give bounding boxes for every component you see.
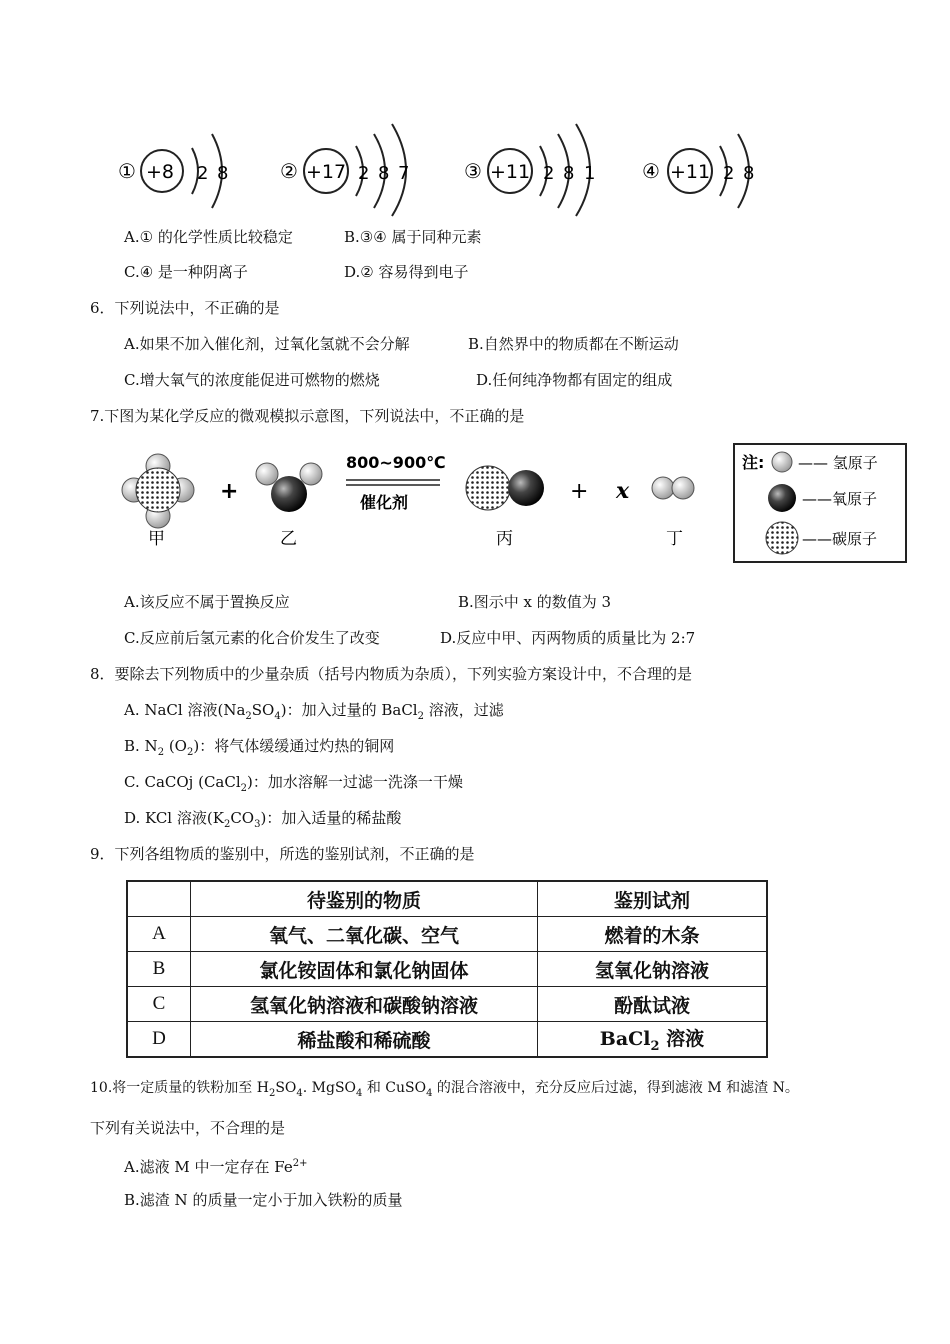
table-header-cell: 鉴别试剂: [538, 881, 768, 917]
shell-electrons: 1: [584, 163, 596, 184]
atom-structure-figure: [100, 118, 780, 218]
q6-stem: 6．下列说法中，不正确的是: [90, 299, 280, 317]
table-cell-key: D: [127, 1022, 191, 1058]
q5-option-d: D.② 容易得到电子: [344, 263, 469, 281]
legend-hydrogen: —— 氢原子: [798, 454, 878, 472]
atom-diagram-2: [280, 124, 409, 216]
shell-electrons: 2: [723, 163, 735, 184]
identification-table: [126, 880, 768, 1058]
atom-number-2: ②: [280, 159, 298, 183]
table-cell-reagent: 燃着的木条: [538, 917, 768, 952]
nucleus-charge-2: +17: [306, 161, 347, 183]
legend-title: 注:: [742, 453, 765, 472]
hydrogen-atom: [300, 463, 322, 485]
shell-electrons: 8: [217, 163, 229, 184]
reaction-temperature: 800~900℃: [346, 453, 446, 472]
hydrogen-atom: [652, 477, 674, 499]
label-bing: 丙: [496, 529, 513, 549]
q10-option-a: A.滤液 M 中一定存在 $Fe^{2+}$: [124, 1158, 308, 1176]
q7-option-b: B.图示中 x 的数值为 3: [458, 593, 612, 611]
label-ding: 丁: [666, 529, 683, 549]
q6-option-b: B.自然界中的物质都在不断运动: [468, 335, 679, 353]
table-cell-key: A: [127, 917, 191, 952]
molecule-yi: [256, 463, 322, 512]
shell-electrons: 8: [563, 163, 575, 184]
shell-electrons: 2: [358, 163, 370, 184]
q5-option-c: C.④ 是一种阴离子: [124, 263, 248, 281]
shell-electrons: 7: [398, 163, 410, 184]
q8-option-b: B. $N_2$ $(O_2)$：将气体缓缓通过灼热的铜网: [124, 737, 395, 758]
shell-electrons: 8: [378, 163, 390, 184]
table-cell-substances: 氯化铵固体和氯化钠固体: [191, 952, 538, 987]
catalyst-label: 催化剂: [360, 493, 409, 512]
q6-option-a: A.如果不加入催化剂，过氧化氢就不会分解: [124, 335, 410, 353]
q8-option-c: C. CaCOj (CaCl$_2$)：加水溶解一过滤一洗涤一干燥: [124, 773, 463, 794]
table-cell-reagent: BaCl$_2$ 溶液: [538, 1022, 768, 1058]
label-jia: 甲: [148, 529, 165, 549]
shell-electrons: 2: [197, 163, 209, 184]
shell-electrons: 8: [743, 163, 755, 184]
table-row: [127, 987, 767, 1022]
q6-option-c: C.增大氧气的浓度能促进可燃物的燃烧: [124, 371, 380, 389]
table-cell-key: B: [127, 952, 191, 987]
atom-diagram-4: [642, 134, 754, 208]
q7-stem: 7.下图为某化学反应的微观模拟示意图，下列说法中，不正确的是: [90, 407, 525, 425]
coefficient-x: x: [616, 478, 630, 504]
q10-stem: 10.将一定质量的铁粉加至 $H_2SO_4$. MgSO$_4$ 和 CuSO$_4$ 的混合溶液中，充分反应后过滤，得到滤液 M 和滤渣 N。: [90, 1080, 799, 1099]
q5-option-a: A.① 的化学性质比较稳定: [124, 228, 293, 246]
table-cell-key: C: [127, 987, 191, 1022]
nucleus-charge-3: +11: [490, 161, 531, 183]
atom-number-3: ③: [464, 159, 482, 183]
q8-option-d: D. KCl 溶液$(K_2CO_3)$：加入适量的稀盐酸: [124, 809, 402, 830]
table-cell-substances: 氢氧化钠溶液和碳酸钠溶液: [191, 987, 538, 1022]
hydrogen-atom: [672, 477, 694, 499]
hydrogen-atom: [256, 463, 278, 485]
q6-option-d: D.任何纯净物都有固定的组成: [476, 371, 673, 389]
carbon-atom: [466, 466, 510, 510]
reaction-diagram: [110, 440, 910, 570]
oxygen-atom: [271, 476, 307, 512]
molecule-ding: [652, 477, 694, 499]
table-header-row: [127, 881, 767, 917]
q10-stem-continued: 下列有关说法中，不合理的是: [90, 1119, 286, 1137]
q7-option-c: C.反应前后氢元素的化合价发生了改变: [124, 629, 380, 647]
table-header-cell: 待鉴别的物质: [191, 881, 538, 917]
q8-option-a: A. NaCl 溶液$(Na_2SO_4)$：加入过量的 BaCl$_2$ 溶液，过滤: [124, 701, 504, 722]
table-cell-substances: 氧气、二氧化碳、空气: [191, 917, 538, 952]
q10-option-b: B.滤渣 N 的质量一定小于加入铁粉的质量: [124, 1191, 403, 1209]
atom-diagram-1: [118, 134, 228, 208]
legend-oxygen-icon: [768, 484, 796, 512]
atom-diagram-3: [464, 124, 595, 216]
molecule-jia: [122, 454, 194, 528]
shell-electrons: 2: [543, 163, 555, 184]
atom-number-1: ①: [118, 159, 136, 183]
q5-option-b: B.③④ 属于同种元素: [344, 228, 482, 246]
molecule-bing: [466, 466, 544, 510]
q7-option-d: D.反应中甲、丙两物质的质量比为 2:7: [440, 629, 696, 647]
legend-carbon-icon: [766, 522, 798, 554]
legend-carbon: ——碳原子: [802, 530, 878, 548]
table-row: [127, 952, 767, 987]
q9-stem: 9．下列各组物质的鉴别中，所选的鉴别试剂，不正确的是: [90, 845, 475, 863]
atom-number-4: ④: [642, 159, 660, 183]
table-row: [127, 1022, 767, 1058]
table-cell-reagent: 氢氧化钠溶液: [538, 952, 768, 987]
table-cell-substances: 稀盐酸和稀硫酸: [191, 1022, 538, 1058]
legend-oxygen: ——氧原子: [802, 490, 878, 508]
table-row: [127, 917, 767, 952]
nucleus-charge-1: +8: [146, 161, 175, 183]
oxygen-atom: [508, 470, 544, 506]
table-header-cell: [127, 881, 191, 917]
carbon-atom: [136, 468, 180, 512]
legend-box: [734, 444, 906, 562]
q8-stem: 8．要除去下列物质中的少量杂质（括号内物质为杂质），下列实验方案设计中，不合理的是: [90, 665, 693, 683]
nucleus-charge-4: +11: [670, 161, 711, 183]
plus-sign: +: [570, 479, 589, 504]
plus-sign: +: [220, 479, 239, 504]
legend-hydrogen-icon: [772, 452, 792, 472]
q7-option-a: A.该反应不属于置换反应: [124, 593, 290, 611]
table-cell-reagent: 酚酞试液: [538, 987, 768, 1022]
label-yi: 乙: [280, 529, 297, 549]
